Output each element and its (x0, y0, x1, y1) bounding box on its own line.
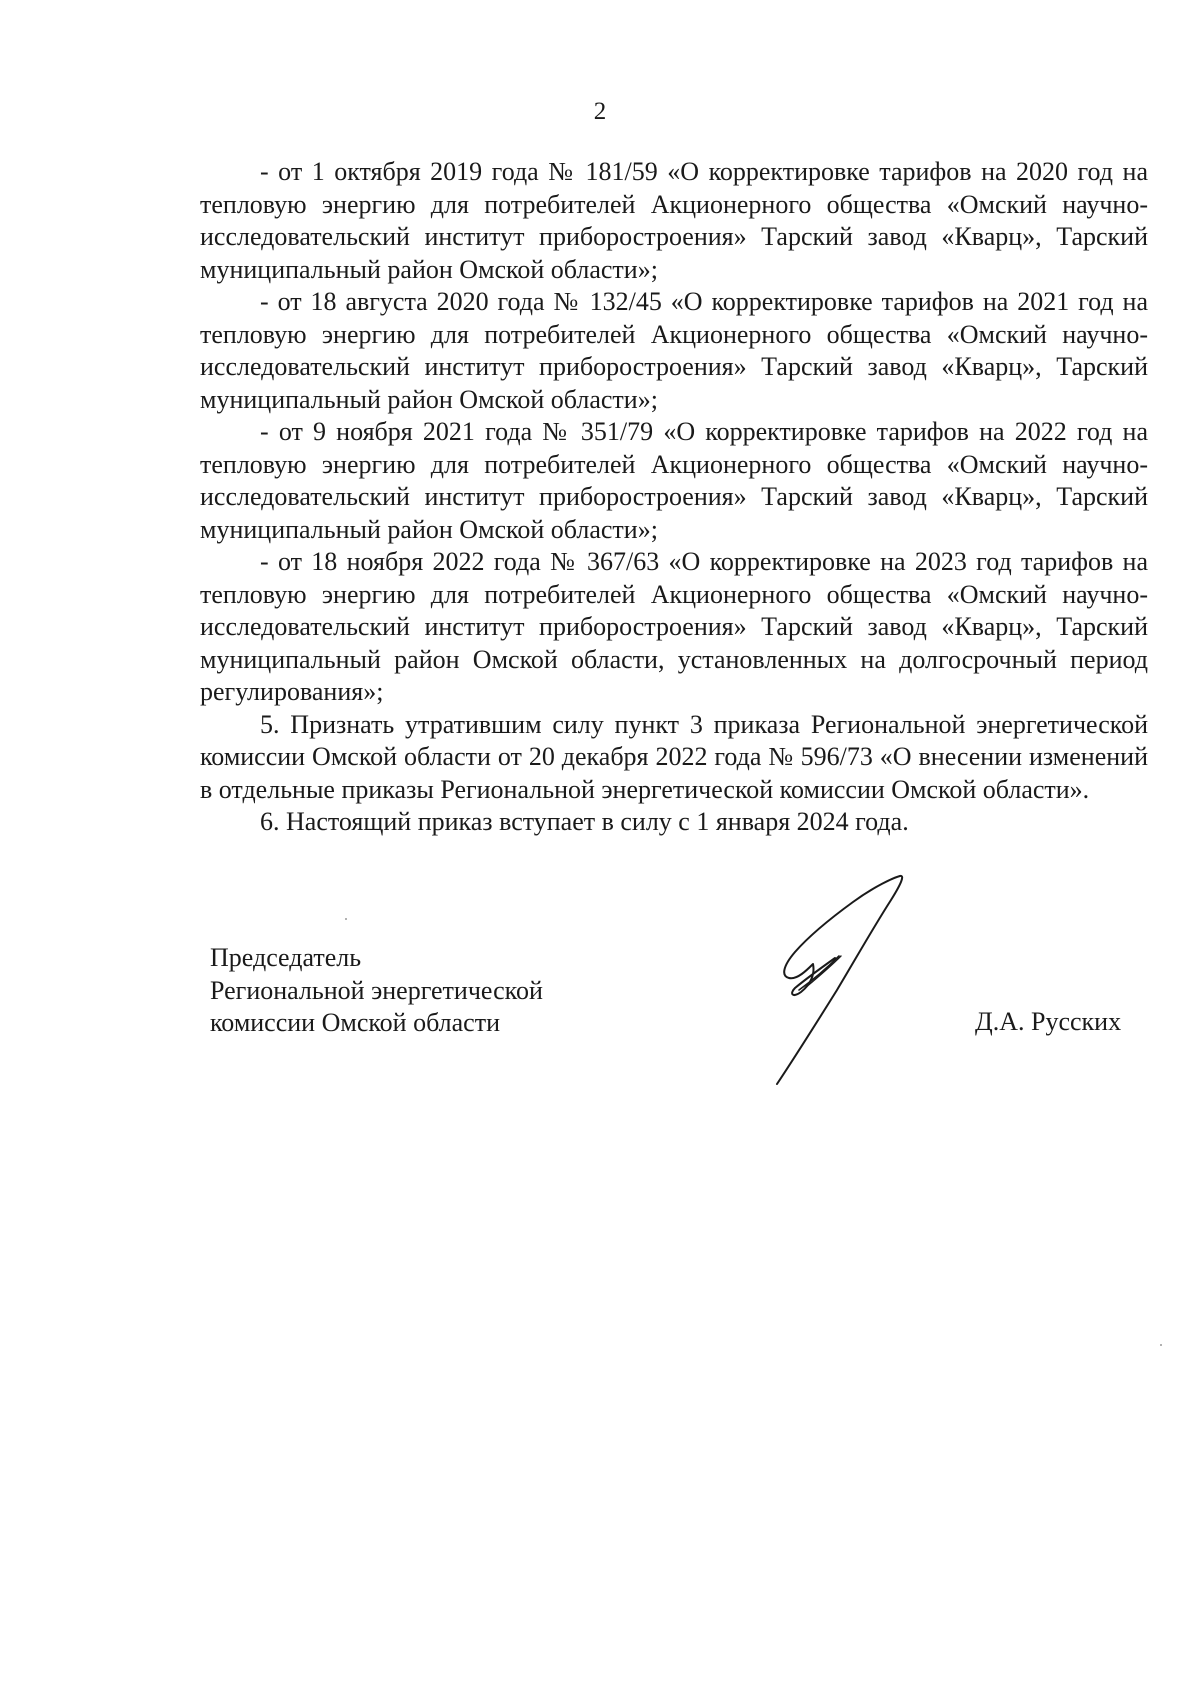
signatory-title-line-3: комиссии Омской области (210, 1008, 500, 1037)
handwritten-signature (755, 872, 930, 1087)
repealed-order-item-3: - от 9 ноября 2021 года № 351/79 «О корректировке тарифов на 2022 год на тепловую энергию для потребителей Акционерного общества «Омский научно-исследовательский институт приборостроения» Тарский завод «Кварц», Тарский муниципальный район Омской области»; (200, 417, 1148, 544)
repealed-order-item-4: - от 18 ноября 2022 года № 367/63 «О корректировке на 2023 год тарифов на тепловую энергию для потребителей Акционерного общества «Омский научно-исследовательский институт приборостроения» Тарский завод «Кварц», Тарский муниципальный район Омской области, установленных на долгосрочный период регулирования»; (200, 547, 1148, 706)
clause-6-effective-date: 6. Настоящий приказ вступает в силу с 1 января 2024 года. (260, 807, 909, 836)
repealed-order-item-1: - от 1 октября 2019 года № 181/59 «О корректировке тарифов на 2020 год на тепловую энергию для потребителей Акционерного общества «Омский научно-исследовательский институт приборостроения» Тарский завод «Кварц», Тарский муниципальный район Омской области»; (200, 157, 1148, 284)
clause-5: 5. Признать утратившим силу пункт 3 приказа Региональной энергетической комиссии Омской области от 20 декабря 2022 года № 596/73 «О внесении изменений в отдельные приказы Региональной энергетической комиссии Омской области». (200, 709, 1148, 804)
repealed-order-item-2: - от 18 августа 2020 года № 132/45 «О корректировке тарифов на 2021 год на тепловую энергию для потребителей Акционерного общества «Омский научно-исследовательский институт приборостроения» Тарский завод «Кварц», Тарский муниципальный район Омской области»; (200, 287, 1148, 414)
order-body (200, 156, 1148, 839)
page-number: 2 (593, 98, 607, 125)
signatory-title-line-1: Председатель (210, 943, 362, 972)
signer-name: Д.А. Русских (975, 1007, 1122, 1036)
signatory-title-line-2: Региональной энергетической (210, 975, 543, 1005)
signatory-title (210, 942, 543, 1040)
scan-speck (1160, 1344, 1162, 1346)
scan-speck (345, 918, 347, 920)
